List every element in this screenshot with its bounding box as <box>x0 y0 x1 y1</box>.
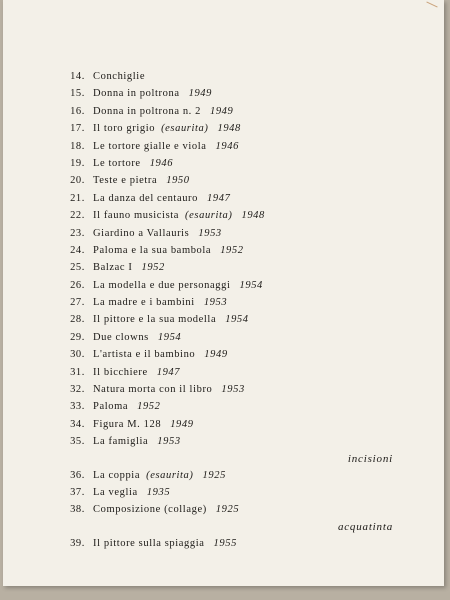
item-year: 1953 <box>221 384 245 396</box>
item-title: La modella e due personaggi <box>93 279 231 291</box>
item-year: 1950 <box>166 175 190 187</box>
item-year: 1952 <box>141 262 165 274</box>
item-title: Donna in poltrona n. 2 <box>93 105 201 117</box>
list-item <box>63 103 393 120</box>
list-item <box>63 329 393 346</box>
list-item <box>63 467 393 484</box>
item-title: Giardino a Vallauris <box>93 227 190 239</box>
item-year: 1949 <box>170 418 194 430</box>
item-number: 31. <box>70 366 85 378</box>
item-year: 1955 <box>213 537 237 549</box>
item-title: La coppia <box>93 469 141 481</box>
list-item <box>63 535 393 552</box>
item-title: Figura M. 128 <box>93 418 162 430</box>
list-item <box>63 277 393 294</box>
list-item <box>63 242 393 259</box>
item-title: Le tortore <box>93 157 141 169</box>
item-year: 1948 <box>241 210 265 222</box>
item-year: 1954 <box>157 331 182 343</box>
list-item <box>63 225 393 242</box>
item-note: (esaurita) <box>185 210 233 222</box>
item-number: 29. <box>70 331 85 343</box>
item-title: Il pittore e la sua modella <box>93 314 217 326</box>
list-item <box>63 364 393 381</box>
item-note: (esaurita) <box>146 469 194 481</box>
item-year: 1949 <box>209 105 234 117</box>
list-item <box>63 416 393 433</box>
plate-list <box>63 68 393 552</box>
item-title: Paloma e la sua bambola <box>93 244 212 256</box>
item-number: 27. <box>70 297 85 309</box>
item-number: 19. <box>70 157 85 169</box>
item-number: 28. <box>70 314 85 326</box>
item-title: La veglia <box>93 486 138 498</box>
item-year: 1952 <box>137 401 161 413</box>
item-title: Paloma <box>93 401 129 413</box>
list-item <box>63 259 393 276</box>
corner-mark <box>426 2 437 8</box>
item-number: 35. <box>70 436 85 448</box>
item-title: L'artista e il bambino <box>93 349 196 361</box>
item-year: 1953 <box>198 227 222 239</box>
item-year: 1953 <box>157 436 181 448</box>
list-item <box>63 85 393 102</box>
list-item <box>63 381 393 398</box>
list-item <box>63 346 393 363</box>
item-title: La famiglia <box>93 436 149 448</box>
item-year: 1949 <box>188 88 213 100</box>
item-number: 16. <box>70 105 85 117</box>
item-title: Le tortore gialle e viola <box>93 140 207 152</box>
list-item <box>63 501 393 518</box>
item-number: 32. <box>70 384 85 396</box>
section-heading-incisioni: incisioni <box>347 452 393 465</box>
item-number: 39. <box>70 537 85 549</box>
list-item <box>63 311 393 328</box>
item-number: 37. <box>70 486 85 498</box>
item-number: 36. <box>70 469 85 481</box>
item-year: 1953 <box>203 297 228 309</box>
item-title: La madre e i bambini <box>93 297 195 309</box>
item-number: 20. <box>70 175 85 187</box>
item-title: Il pittore sulla spiaggia <box>93 537 205 549</box>
item-number: 26. <box>70 279 85 291</box>
item-year: 1935 <box>146 486 171 498</box>
item-title: Due clowns <box>93 331 149 343</box>
item-year: 1952 <box>220 244 244 256</box>
list-item <box>63 484 393 501</box>
item-title: Balzac I <box>93 262 133 274</box>
item-number: 15. <box>70 88 85 100</box>
item-year: 1947 <box>207 192 231 204</box>
item-year: 1946 <box>215 140 239 152</box>
item-year: 1954 <box>239 279 263 291</box>
item-number: 17. <box>70 123 85 135</box>
list-item <box>63 207 393 224</box>
item-year: 1949 <box>204 349 228 361</box>
item-number: 18. <box>70 140 85 152</box>
item-title: Donna in poltrona <box>93 88 180 100</box>
list-item <box>63 155 393 172</box>
item-number: 38. <box>70 504 85 516</box>
list-item <box>63 398 393 415</box>
item-title: Composizione (collage) <box>93 504 207 516</box>
item-number: 25. <box>70 262 85 274</box>
section-heading-acquatinta: acquatinta <box>337 520 393 533</box>
item-title: La danza del centauro <box>93 192 199 204</box>
item-year: 1925 <box>215 504 240 516</box>
book-page <box>3 0 444 586</box>
item-number: 33. <box>70 401 85 413</box>
list-item <box>63 120 393 137</box>
item-title: Il toro grigio <box>93 123 156 135</box>
item-number: 34. <box>70 418 85 430</box>
item-number: 30. <box>70 349 85 361</box>
item-number: 22. <box>70 210 85 222</box>
item-number: 14. <box>70 71 85 82</box>
item-number: 21. <box>70 192 85 204</box>
list-item <box>63 172 393 189</box>
list-item <box>63 294 393 311</box>
item-title: Conchiglie <box>93 71 146 82</box>
item-year: 1954 <box>225 314 249 326</box>
item-number: 24. <box>70 244 85 256</box>
item-year: 1925 <box>202 469 226 481</box>
list-item <box>63 190 393 207</box>
item-year: 1946 <box>149 157 174 169</box>
item-number: 23. <box>70 227 85 239</box>
item-title: Il fauno musicista <box>93 210 180 222</box>
item-note: (esaurita) <box>161 123 209 135</box>
list-item <box>63 433 393 450</box>
item-title: Il bicchiere <box>93 366 148 378</box>
list-item <box>63 138 393 155</box>
item-year: 1947 <box>156 366 181 378</box>
list-item <box>63 68 393 85</box>
item-title: Natura morta con il libro <box>93 384 213 396</box>
item-year: 1948 <box>217 123 241 135</box>
item-title: Teste e pietra <box>93 175 158 187</box>
